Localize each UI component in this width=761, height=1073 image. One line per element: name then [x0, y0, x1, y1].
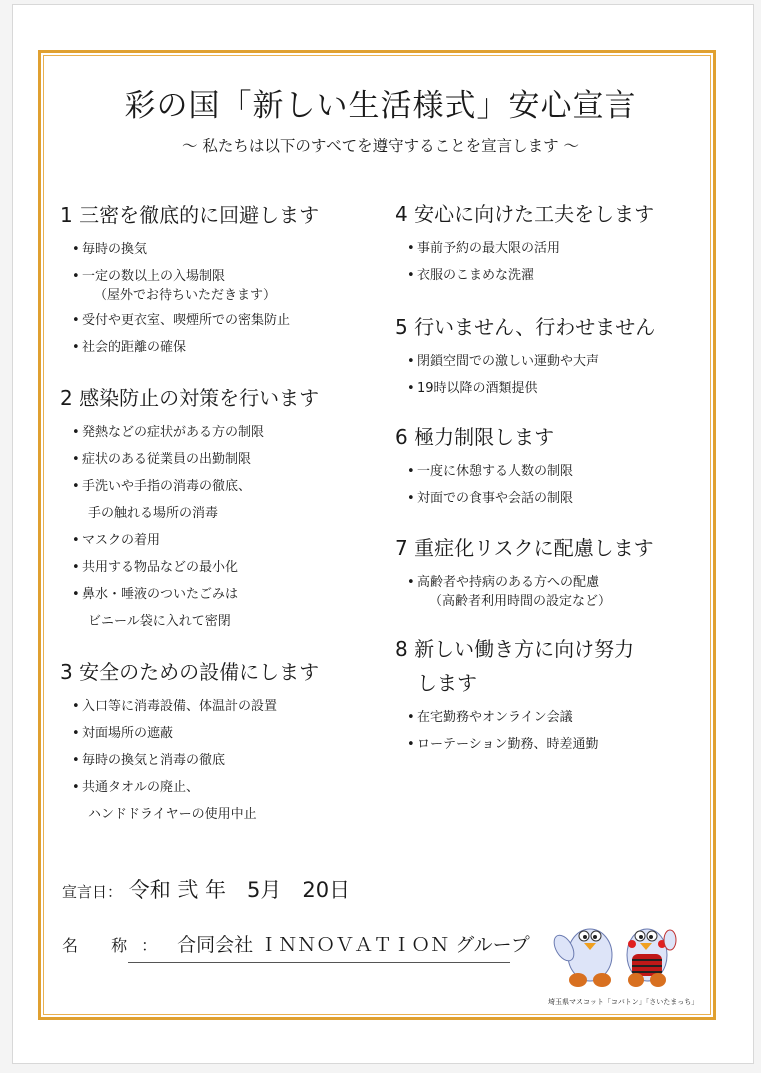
section-heading: 6 極力制限します [395, 425, 555, 449]
name-label: 名 称： [62, 936, 172, 955]
list-item [60, 693, 319, 720]
list-item [60, 334, 319, 361]
bullet-icon: • [407, 464, 415, 479]
list-item-text: 共用する物品などの最小化 [82, 560, 239, 575]
section-8 [395, 632, 634, 758]
section-heading: 8 新しい働き方に向け努力 [395, 637, 635, 661]
list-item-text: 毎時の換気 [82, 242, 148, 257]
list-item-text: 一定の数以上の入場制限 [82, 269, 226, 284]
bullet-icon: • [72, 560, 80, 575]
list-item [60, 527, 319, 554]
list-item-text: 共通タオルの廃止、 [82, 780, 200, 795]
list-item [395, 704, 634, 731]
list-item-text: 社会的距離の確保 [82, 340, 187, 355]
section-heading: 2 感染防止の対策を行います [60, 386, 320, 410]
list-item [60, 581, 319, 608]
bullet-icon: • [407, 268, 415, 283]
bullet-icon: • [407, 491, 415, 506]
bullet-icon: • [72, 425, 80, 440]
bullet-icon: • [407, 241, 415, 256]
list-item [60, 263, 319, 290]
section-heading: 3 安全のための設備にします [60, 660, 320, 684]
list-item [395, 458, 573, 485]
list-item-text: 衣服のこまめな洗濯 [417, 268, 535, 283]
list-item [395, 375, 655, 402]
list-item [395, 262, 654, 289]
list-item [60, 747, 319, 774]
list-item [395, 731, 634, 758]
bullet-icon: • [407, 737, 415, 752]
bullet-icon: • [72, 726, 80, 741]
section-7 [395, 531, 654, 613]
bullet-icon: • [72, 533, 80, 548]
section-1 [60, 198, 319, 361]
list-item-text: 一度に休憩する人数の制限 [417, 464, 574, 479]
bullet-icon: • [72, 340, 80, 355]
list-item-continuation: ビニール袋に入れて密閉 [88, 614, 231, 629]
section-heading: 5 行いません、行わせません [395, 315, 656, 339]
list-item-text: 閉鎖空間での激しい運動や大声 [417, 354, 600, 369]
list-item-text: 対面での食事や会話の制限 [417, 491, 574, 506]
list-item-text: 症状のある従業員の出勤制限 [82, 452, 252, 467]
mascot-caption: 埼玉県マスコット「コバトン」「さいたまっち」 [548, 998, 699, 1006]
list-item [395, 569, 654, 596]
bullet-icon: • [72, 479, 80, 494]
list-item-text: 手洗いや手指の消毒の徹底、 [82, 479, 252, 494]
bullet-icon: • [72, 242, 80, 257]
list-item [395, 485, 573, 512]
date-label: 宣言日： [62, 883, 123, 901]
bullet-icon: • [72, 780, 80, 795]
bullet-icon: • [407, 354, 415, 369]
bullet-icon: • [72, 587, 80, 602]
section-heading: 7 重症化リスクに配慮します [395, 536, 654, 560]
list-item-continuation: ハンドドライヤーの使用中止 [88, 807, 257, 822]
section-5 [395, 310, 655, 402]
bullet-icon: • [72, 313, 80, 328]
list-item-text: 入口等に消毒設備、体温計の設置 [82, 699, 278, 714]
list-item-text: 対面場所の遮蔽 [82, 726, 174, 741]
list-item-text: 19時以降の酒類提供 [417, 381, 538, 396]
list-item-text: 発熱などの症状がある方の制限 [82, 425, 265, 440]
list-item-text: 受付や更衣室、喫煙所での密集防止 [82, 313, 291, 328]
list-item-text: ローテーション勤務、時差通勤 [417, 737, 599, 752]
kobaton-mascot [552, 929, 612, 987]
document-subtitle: ～ 私たちは以下のすべてを遵守することを宣言します ～ [181, 137, 580, 155]
list-item [60, 554, 319, 581]
bullet-icon: • [72, 452, 80, 467]
declaration-name [62, 930, 530, 957]
saitamacchi-mascot [627, 929, 676, 987]
list-item-text: マスクの着用 [82, 533, 161, 548]
list-item-text: 鼻水・唾液のついたごみは [82, 587, 239, 602]
name-value: 合同会社 ＩＮＮＯＶＡＴＩＯＮ グループ [177, 934, 530, 956]
list-item-note: （高齢者利用時間の設定など） [429, 594, 612, 609]
list-item [60, 720, 319, 747]
list-item-note: （屋外でお待ちいただきます） [94, 288, 277, 303]
list-item [60, 774, 319, 801]
bullet-icon: • [407, 575, 415, 590]
list-item-text: 毎時の換気と消毒の徹底 [82, 753, 226, 768]
section-6 [395, 420, 573, 512]
list-item [60, 446, 319, 473]
date-value: 令和 弐 年 5月 20日 [128, 878, 351, 902]
section-heading: 1 三密を徹底的に回避します [60, 203, 320, 227]
list-item [395, 348, 655, 375]
list-item [60, 419, 319, 446]
bullet-icon: • [72, 753, 80, 768]
list-item-text: 事前予約の最大限の活用 [417, 241, 561, 256]
bullet-icon: • [72, 699, 80, 714]
list-item [395, 235, 654, 262]
list-item [60, 307, 319, 334]
bullet-icon: • [407, 381, 415, 396]
mascot-illustration [552, 910, 692, 990]
section-2 [60, 381, 319, 635]
section-3 [60, 655, 319, 828]
list-item-text: 高齢者や持病のある方への配慮 [417, 575, 600, 590]
list-item [60, 236, 319, 263]
declaration-date [62, 874, 350, 904]
bullet-icon: • [407, 710, 415, 725]
section-4 [395, 197, 654, 289]
document-title: 彩の国「新しい生活様式」安心宣言 [124, 88, 637, 124]
name-underline [128, 962, 510, 963]
bullet-icon: • [72, 269, 80, 284]
list-item-continuation: 手の触れる場所の消毒 [88, 506, 219, 521]
list-item-text: 在宅勤務やオンライン会議 [417, 710, 573, 725]
list-item [60, 473, 319, 500]
section-heading: 4 安心に向けた工夫をします [395, 202, 655, 226]
section-heading-continued: します [417, 671, 477, 695]
